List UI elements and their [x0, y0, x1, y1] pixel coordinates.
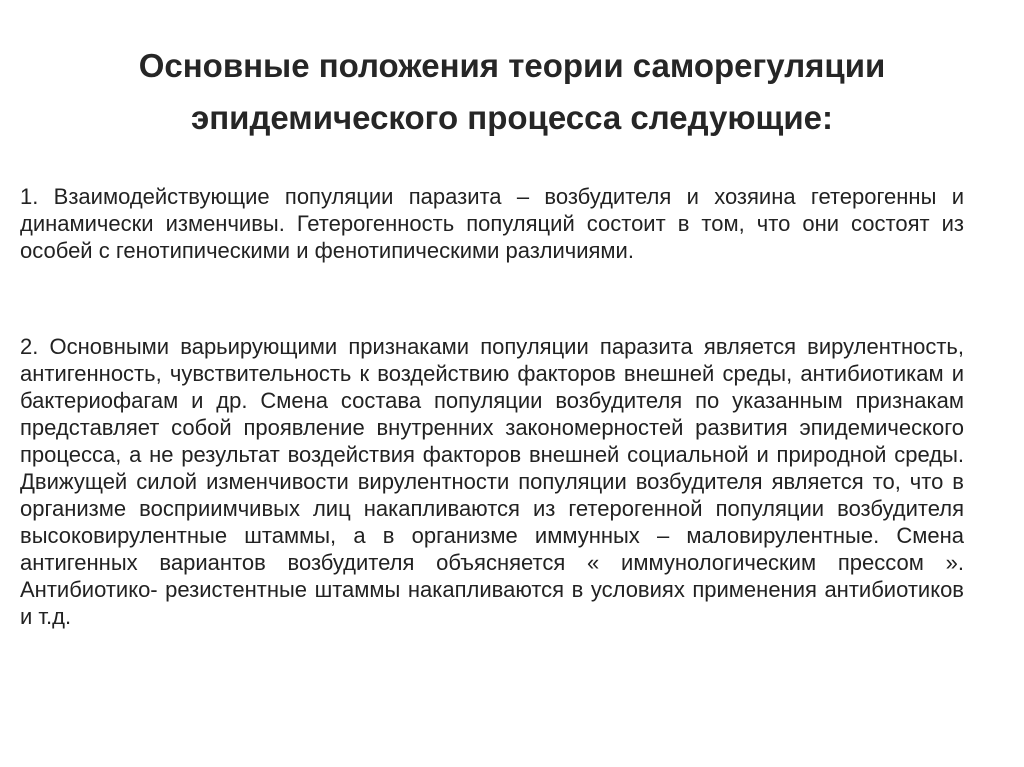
- slide-title-line-2: эпидемического процесса следующие:: [191, 99, 833, 136]
- slide-title: [60, 40, 964, 144]
- paragraph-1: 1. Взаимодействующие популяции паразита – возбудителя и хозяина гетерогенны и динамически изменчивы. Гетерогенность популяций состоит в том, что они состоят из особей с генотипическими и фенотипическими различиями.: [20, 184, 964, 263]
- paragraph-2: 2. Основными варьирующими признаками популяции паразита является вирулентность, антигенность, чувствительность к воздействию факторов внешней среды, антибиотикам и бактериофагам и др. Смена состава популяции возбудителя по указанным признакам представляет собой проявление внутренних закономерностей развития эпидемического процесса, а не результат воздействия факторов внешней социальной и природной среды. Движущей силой изменчивости вирулентности популяции возбудителя является то, что в организме восприимчивых лиц накапливаются из гетерогенной популяции возбудителя высоковирулентные штаммы, а в организме иммунных – маловирулентные. Смена антигенных вариантов возбудителя объясняется « иммунологическим прессом ». Антибиотико- резистентные штаммы накапливаются в условиях применения антибиотиков и т.д.: [20, 334, 964, 629]
- slide-title-line-1: Основные положения теории саморегуляции: [138, 47, 886, 84]
